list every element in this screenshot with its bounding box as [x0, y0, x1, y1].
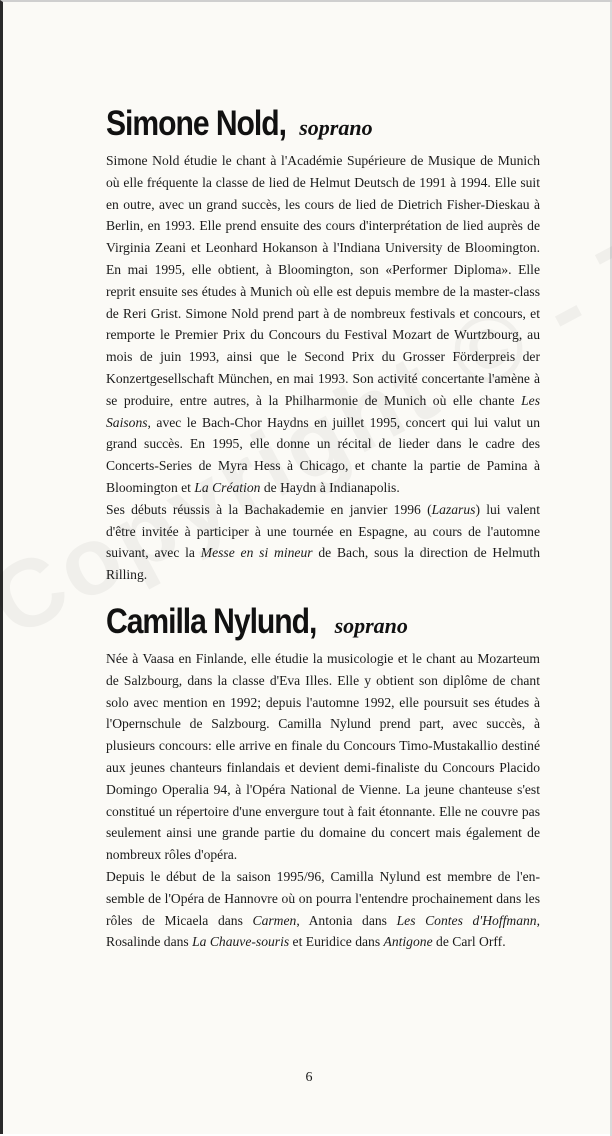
text-run: et Euridice dans — [289, 934, 384, 950]
text-run: , avec le Bach-Chor Haydns en juillet 1995, concert qui lui valut un grand succès. En 1995, elle donne un récital de lieder dans le cadre des Concerts-Series de Myra Hess à Chicago, et chante la partie de Pamina à Bloomington et — [106, 414, 540, 495]
italic-title: Messe en si mineur — [200, 545, 313, 561]
bio-paragraph — [106, 150, 540, 499]
italic-title: Les Saisons — [106, 392, 540, 430]
page-number: 6 — [305, 1070, 313, 1085]
bio-heading — [106, 102, 540, 146]
bio-paragraph — [106, 499, 540, 586]
text-run: de Carl Orff. — [432, 934, 506, 950]
artist-name: Simone Nold, — [106, 104, 286, 143]
italic-title: La Chauve-souris — [192, 934, 290, 950]
text-run: Ses débuts réussis à la Bachakademie en janvier 1996 ( — [106, 501, 432, 517]
text-run: , Antonia dans — [296, 912, 397, 928]
text-run: de Bach, sous la direction de Helmuth Rilling. — [106, 545, 541, 583]
bio-simone-nold — [106, 102, 540, 586]
biography-content — [106, 102, 540, 967]
artist-role: soprano — [299, 115, 373, 140]
bio-camilla-nylund — [106, 600, 540, 953]
bio-paragraph — [106, 866, 540, 953]
text-run: Depuis le début de la saison 1995/96, Camilla Nylund est membre de l'ensemble de l'Opéra de Hannovre où on pourra l'entendre prochainement dans les rôles de Micaela dans — [106, 868, 540, 928]
italic-title: Carmen — [252, 912, 297, 928]
text-run: Née à Vaasa en Finlande, elle étudie la musicologie et le chant au Mozarteum de Salzbourg, dans la classe d'Eva Illes. Elle y obtient son diplôme de chant solo avec mention en 1992; depuis l'automne 1992, elle poursuit ses études à l'Opernschule de Salzbourg. Camilla Nylund prend part, avec succès, à plusieurs concours: elle arrive en finale du Concours Timo-Mustakallio destiné aux jeunes chanteurs finlandais et devient demi-finaliste du Concours Placido Domingo Operalia 94, à l'Opéra National de Vienne. La jeune chanteuse s'est constitué un répertoire d'une envergure tout à fait étonnante. Elle ne couvre pas seulement ainsi une grande partie du domaine du concert mais également de nombreux rôles d'opéra. — [106, 650, 540, 863]
italic-title: La Création — [194, 479, 261, 495]
bio-heading — [106, 600, 540, 644]
artist-name: Camilla Nylund, — [106, 601, 317, 641]
text-run: de Haydn à Indianapolis. — [260, 479, 400, 495]
italic-title: Les Contes d'Hoffmann — [396, 912, 537, 928]
italic-title: Lazarus — [431, 501, 476, 517]
text-run: ) lui valent d'être invitée à participer à une tournée en Espagne, au cours de l'automne suivant, avec la — [106, 501, 540, 561]
artist-role: soprano — [334, 612, 408, 638]
bio-paragraph — [106, 648, 540, 866]
text-run: Simone Nold étudie le chant à l'Académie Supérieure de Musique de Munich où elle fréquente la classe de lied de Helmut Deutsch de 1991 à 1994. Elle suit en outre, avec un grand succès, les cours de lied de Dietrich Fisher-Dieskau à Berlin, en 1993. Elle prend ensuite des cours d'interprétation de lied auprès de Virginia Zeani et Leonhard Hokanson à l'Indiana University de Bloomington. En mai 1995, elle obtient, à Bloomington, son «Performer Diploma». Elle reprit ensuite ses études à Munich où elle est depuis membre de la master-class de Reri Grist. Simone Nold prend part à de nombreux festivals et concours, et remporte le Premier Prix du Concours du Festival Mozart de Wurtzbourg, au mois de juin 1993, ainsi que le Second Prix du Grosser Förderpreis der Konzertgesellschaft München, en mai 1993. Son activité concertante l'amène à se produire, entre autres, à la Philharmonie de Munich où elle chante — [106, 153, 540, 408]
text-run: , Rosalinde dans — [106, 912, 540, 950]
italic-title: Antigone — [383, 934, 433, 950]
